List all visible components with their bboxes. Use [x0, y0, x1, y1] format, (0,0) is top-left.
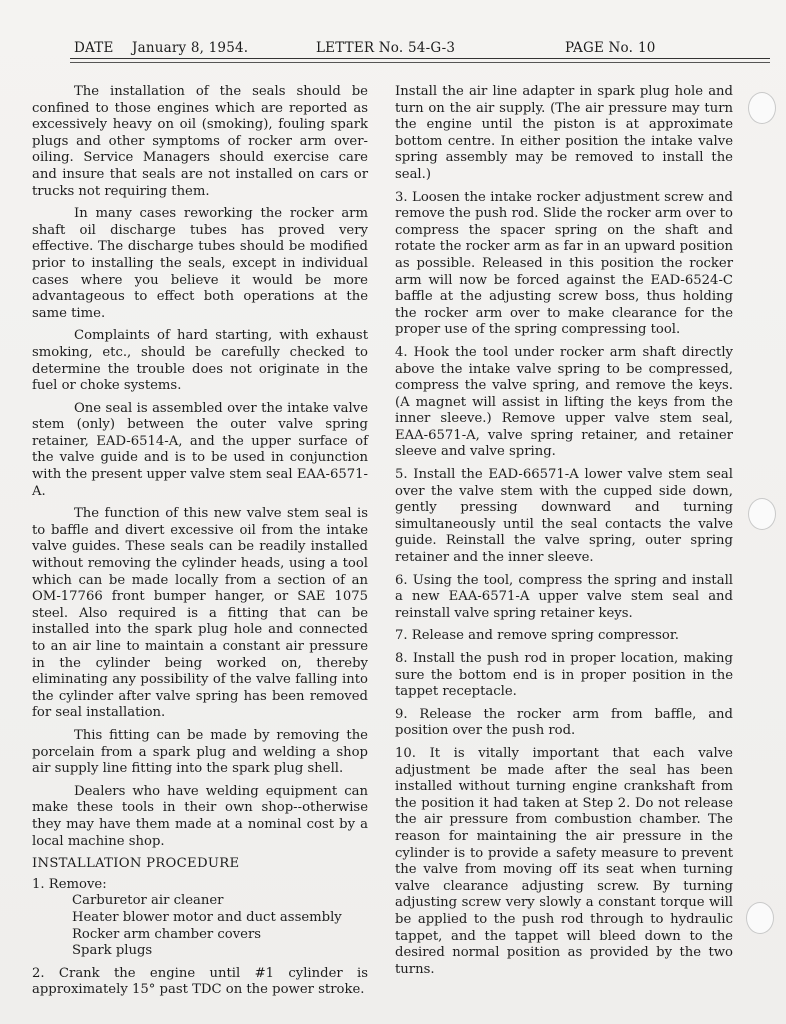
letterhead [70, 38, 770, 60]
step-7: 7. Release and remove spring compressor. [395, 628, 679, 644]
paragraph-hard-starting: Complaints of hard starting, with exhaust smoking, etc., should be carefully checked to determine the trouble does not originate in the fuel or choke systems. [32, 328, 368, 394]
letter-number: 54-G-3 [408, 40, 456, 56]
binder-hole-icon [748, 92, 776, 124]
section-heading: INSTALLATION PROCEDURE [32, 856, 240, 872]
page-label: PAGE No. [565, 40, 634, 56]
paragraph-discharge-tubes: In many cases reworking the rocker arm shaft oil discharge tubes has proved very effective. The discharge tubes should be modified prior to installing the seals, except in individual cases where you believe it would be more advantageous to effect both operations at the same time. [32, 206, 368, 321]
list-item: Rocker arm chamber covers [72, 926, 262, 942]
step-1-label: 1. Remove: [32, 876, 107, 892]
list-item: Carburetor air cleaner [72, 893, 224, 909]
date-value: January 8, 1954. [132, 40, 249, 56]
binder-hole-icon [748, 498, 776, 530]
header-rule-bottom [70, 62, 770, 63]
page-number: 10 [638, 40, 656, 56]
step-2: 2. Crank the engine until #1 cylinder is approximately 15° past TDC on the power stroke. [32, 965, 368, 998]
step-3: 3. Loosen the intake rocker adjustment screw and remove the push rod. Slide the rocker arm over to compress the spacer spring on the shaft and rotate the rocker arm as far in an upward position as possible. Released in this position the rocker arm will now be forced against the EAD-6524-C baffle at the adjusting screw boss, thus holding the rocker arm over to make clearance for the proper use of the spring compressing tool. [395, 189, 733, 338]
date-label: DATE [74, 40, 114, 56]
step-9: 9. Release the rocker arm from baffle, and position over the push rod. [395, 706, 733, 739]
header-rule-top [70, 58, 770, 59]
paragraph-seal-assembly: One seal is assembled over the intake valve stem (only) between the outer valve spring retainer, EAD-6514-A, and the upper surface of the valve guide and is to be used in conjunction with the present upper valve stem seal EAA-6571-A. [32, 400, 368, 499]
paragraph-seal-installation: The installation of the seals should be confined to those engines which are reported as excessively heavy on oil (smoking), fouling spark plugs and other symptoms of rocker arm over-oiling. Service Managers should exercise care and insure that seals are not installed on cars or trucks not requiring them. [32, 84, 368, 199]
left-column [32, 84, 368, 1005]
list-item: Spark plugs [72, 943, 153, 959]
paragraph-seal-function: The function of this new valve stem seal is to baffle and divert excessive oil from the intake valve guides. These seals can be readily installed without removing the cylinder heads, using a tool which can be made locally from a section of an OM-17766 front bumper hanger, or SAE 1075 steel. Also required is a fitting that can be installed into the spark plug hole and connected to an air line to maintain a constant air pressure in the cylinder being worked on, thereby eliminating any possibility of the valve falling into the cylinder after valve spring has been removed for seal installation. [32, 506, 368, 721]
paragraph-dealers: Dealers who have welding equipment can make these tools in their own shop--otherwise they may have them made at a nominal cost by a local machine shop. [32, 783, 368, 849]
step-8: 8. Install the push rod in proper location, making sure the bottom end is in proper position in the tappet receptacle. [395, 651, 733, 700]
paragraph-air-adapter: Install the air line adapter in spark plug hole and turn on the air supply. (The air pressure may turn the engine until the piston is at approximate bottom centre. In either position the intake valve spring assembly may be removed to install the seal.) [395, 84, 733, 182]
step-5: 5. Install the EAD-66571-A lower valve stem seal over the valve stem with the cupped side down, gently pressing downward and turning simultaneously until the seal contacts the valve guide. Reinstall the valve spring, outer spring retainer and the inner sleeve. [395, 467, 733, 566]
step-10: 10. It is vitally important that each valve adjustment be made after the seal has been installed without turning engine crankshaft from the position it had taken at Step 2. Do not release the air pressure from combustion chamber. The reason for maintaining the air pressure in the cylinder is to provide a safety measure to prevent the valve from moving off its seat when turning valve clearance adjusting screw. By turning adjusting screw very slowly a constant torque will be applied to the push rod through to hydraulic tappet, and the tappet will bleed down to the desired normal position as provided by the two turns. [395, 745, 733, 977]
paragraph-fitting: This fitting can be made by removing the porcelain from a spark plug and welding a shop air supply line fitting into the spark plug shell. [32, 727, 368, 777]
right-column [395, 84, 733, 984]
list-item: Heater blower motor and duct assembly [72, 909, 342, 925]
letter-label: LETTER No. [316, 40, 404, 56]
step-6: 6. Using the tool, compress the spring and install a new EAA-6571-A upper valve stem seal and reinstall valve spring retainer keys. [395, 572, 733, 621]
step-4: 4. Hook the tool under rocker arm shaft directly above the intake valve spring to be compressed, compress the valve spring, and remove the keys. (A magnet will assist in lifting the keys from the inner sleeve.) Remove upper valve stem seal, EAA-6571-A, valve spring retainer, and retainer sleeve and valve spring. [395, 344, 733, 460]
remove-list [32, 893, 368, 959]
binder-hole-icon [746, 902, 774, 934]
